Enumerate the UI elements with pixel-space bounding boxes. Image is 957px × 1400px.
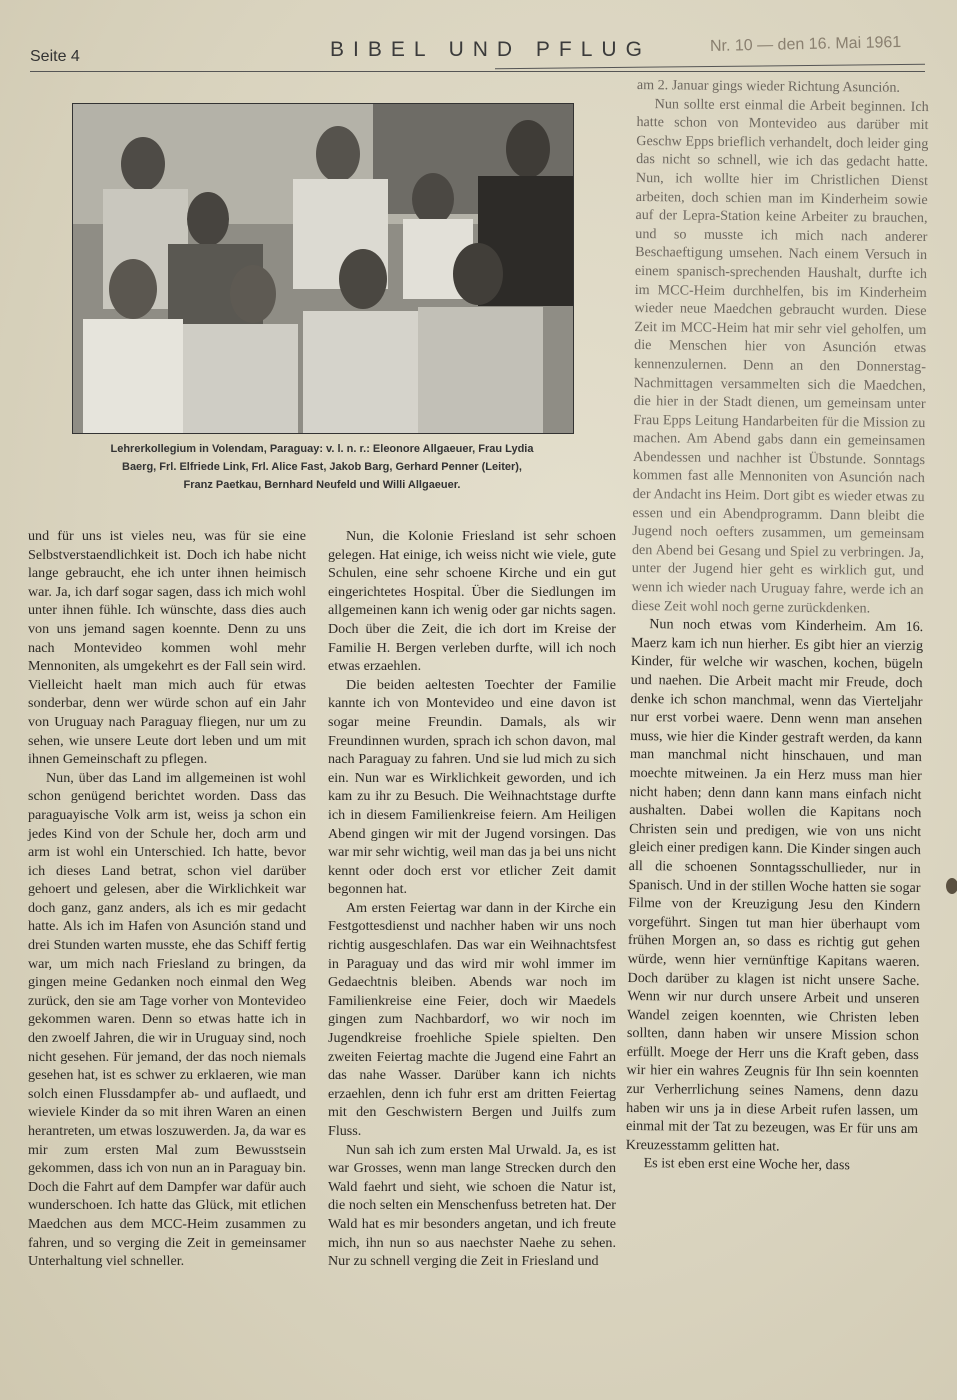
caption-line: Lehrerkollegium in Volendam, Paraguay: v. l. n. r.: Eleonore Allgaeuer, Frau Lydia (110, 443, 534, 455)
caption-line: Franz Paetkau, Bernhard Neufeld und Willi Allgaeuer. (183, 479, 461, 491)
paragraph: Die beiden aeltesten Toechter der Familie kannte ich von Montevideo und eine davon ist sogar meine Freundin. Damals, als wir Freundinnen wurden, sprach ich schon davon, mal nach Paraguay zu fahren. Und sie lud mich zu sich ein. Nun war es Wirklichkeit geworden, und ich kam zu ihr zu Besuch. Die Weihnachtstage durfte ich in diesem Familienkreise feiern. Am Heiligen Abend gingen wir mit der Jugend vorsingen. Das war mir sehr wichtig, weil man das ja bei uns nicht kennt oder doch erst vor etlicher Zeit damit begonnen hat. (328, 676, 616, 898)
article-column-2 (328, 527, 616, 1271)
header-rule-right (495, 64, 925, 70)
paragraph: am 2. Januar gings wieder Richtung Asunción. (636, 76, 901, 96)
binding-hole (946, 878, 957, 894)
paragraph: Nun sollte erst einmal die Arbeit beginnen. Ich hatte schon von Montevideo aus darüber mit Geschw Epps brieflich verhandelt, doch leider ging das nicht so schnell, wie ich das gedacht hatte. Nun, ich wollte hier im Christlichen Dienst arbeiten, doch schien man im Kinderheim sowie auf der Lepra-Station keine Arbeiter zu brauchen, und so musste ich mich nach anderer Beschaeftigung umsehen. Nach einem Versuch in einem spanisch-sprechenden Haushalt, durfte ich im MCC-Heim durchhelfen, bis im Kinderheim wieder neue Maedchen gebraucht wurden. Diese Zeit im MCC-Heim hat mir sehr viel geholfen, um die Menschen hier von Asunción etwas kennenzulernen. Denn an den Donnerstag-Nachmittagen versammelten sich die Maedchen, die hier in der Stadt dienen, um gemeinsam unter Frau Epps Leitung Handarbeiten für die Mission zu machen. Am Abend gabs dann ein gemeinsamen Abendessen und nachher ist Übstunde. Sonntags kommen fast alle Mennoniten von Asunción nach der Andacht ins Heim. Dort gibt es wieder etwas zu essen und ein Abendprogramm. Dann bleibt die Jugend noch oefters zusammen, um gemeinsam den Abend bei Gesang und Spiel zu verbringen. Ja, unter der Jugend hier geht es wirklich gut, und wenn ich wieder nach Uruguay fahre, werde ich an diese Zeit wohl noch gerne zurückdenken. (631, 95, 929, 617)
page-number: Seite 4 (30, 48, 80, 65)
paragraph: Es ist eben erst eine Woche her, dass (643, 1155, 850, 1174)
group-photo (72, 103, 574, 434)
photo-caption (72, 440, 572, 494)
paragraph: Am ersten Feiertag war dann in der Kirche ein Festgottesdienst und nachher haben wir uns noch richtig ausgeschlafen. Das war ein Weihnachtsfest in Paraguay und das wird mir wohl immer im Gedaechtnis bleiben. Abends war noch im Familienkreise eine Feier, doch wir Maedels gingen zum Nachbardorf, wo wir noch im Jugendkreise froehliche Spiele spielten. Den zweiten Feiertag machte die Jugend eine Fahrt an das nahe Wasser. Darüber kann ich nichts erzaehlen, denn ich fuhr erst am dritten Feiertag mit den Geschwistern Bergen und Juilfs zum Fluss. (328, 899, 616, 1139)
paragraph: Nun noch etwas vom Kinderheim. Am 16. Maerz kam ich nun hierher. Es gibt hier an vierzig Kinder, für welche wir waschen, kochen, bügeln und naehen. Die Arbeit macht mir Freude, doch denke ich schon manchmal, wenn das Vierteljahr nur erst vorbei waere. Denn wenn man ansehen muss, wie hier die Kinder gestraft werden, da kann man manchmal nicht hinschauen, und man moechte mitweinen. Ja ein Herz muss man hier nicht haben; denn dann kann mans einfach nicht aushalten. Dabei wollen die Kapitans noch Christen sein und predigen, wie von uns nicht gleich einer predigen kann. Die Kinder singen auch all die schoenen Sonntagsschullieder, nur in Spanisch. Und in der stillen Woche hatten sie sogar Filme von der Kreuzigung Jesu den Kindern vorgeführt. Singen tut man hier überhaupt vom frühen Morgen an, so dass es richtig gut gehen würde, wenn hier vernünftige Kapitans waeren. Doch darüber zu klagen ist nicht unsere Sache. Wenn wir nur durch unsere Arbeit und unseren Wandel zeigen koennten, wie Christen leben sollten, dann haben wir unsere Mission schon erfüllt. Moege der Herr uns die Kraft geben, dass wir hier ein wahres Zeugnis für Ihn sein koennten zur Verherrlichung seines Namens, denn dazu haben wir uns ja in diese Arbeit rufen lassen, um einmal mit der Tat zu bezeugen, was Er für uns am Kreuzesstamm gelitten hat. (625, 616, 924, 1155)
header-rule (30, 71, 925, 72)
article-column-1 (28, 527, 306, 1271)
group-photo-image (73, 104, 573, 433)
paragraph: Nun sah ich zum ersten Mal Urwald. Ja, es ist war Grosses, wenn man lange Strecken durch den Wald faehrt und sieht, wie schoen die Natur ist, die noch selten ein Menschenfuss betreten hat. Der Wald hat es mir besonders angetan, und ich freute mich, ihn nun so aus naechster Naehe zu sehen. Nur zu schnell verging die Zeit in Friesland und (328, 1141, 616, 1270)
article-column-3 (626, 76, 929, 1176)
newspaper-title: BIBEL UND PFLUG (330, 38, 651, 61)
paragraph: und für uns ist vieles neu, was für sie eine Selbstverstaendlichkeit ist. Doch ich habe nicht lange gebraucht, ehe ich unter ihnen heimisch war. Ja, ich darf sogar sagen, dass ich mich wohl unter ihnen fühle. Ich wünschte, dass dies auch von uns jemand sagen koennte. Denn zu uns nach Montevideo kommen wohl mehr Mennoniten, als umgekehrt es der Fall sein wird. Vielleicht haelt man mich auch für etwas sonderbar, denn wer würde schon auf ein Jahr von Uruguay nach Paraguay fliegen, nur um zu sehen, wie unsere Leute dort leben und um mit ihnen Gemeinschaft zu pflegen. (28, 528, 306, 768)
caption-line: Baerg, Frl. Elfriede Link, Frl. Alice Fast, Jakob Barg, Gerhard Penner (Leiter), (122, 461, 522, 473)
paragraph: Nun, über das Land im allgemeinen ist wohl schon genügend berichtet worden. Dass das paraguayische Volk arm ist, weiss ja schon ein jedes Kind von der Schule her, doch arm und arm ist wohl ein Unterschied. Ich hatte, bevor ich dieses Land betrat, schon viel darüber gehoert und gelesen, aber die Wirklichkeit war doch ganz, ganz anders, als ich es mir gedacht hatte. Als ich im Hafen von Asunción stand und drei Stunden warten musste, ehe das Schiff fertig war, um mich nach Friesland zu bringen, da gingen meine Gedanken noch einmal den Weg zurück, den sie am Tage vorher von Montevideo gekommen waren. Denn so etwas hatte ich in den zwoelf Jahren, die wir in Uruguay sind, noch nicht gesehen. Für jemand, der das noch niemals gesehen hat, ist es schwer zu erklaeren, wie man solch einen Flussdampfer ab- und auflaedt, und wieviele Kinder da so mit ihren Waren an einen herantreten, um etwas loszuwerden. Ja, da war es mir zum ersten Mal zum Bewusstsein gekommen, dass ich von nun an in Paraguay bin. Doch die Fahrt auf dem Dampfer war dafür auch wunderschoen. Ich hatte das Glück, mit etlichen Maedchen aus dem MCC-Heim zusammen zu fahren, und so verging die Zeit in gemeinsamer Unterhaltung viel schneller. (28, 769, 306, 1270)
paragraph: Nun, die Kolonie Friesland ist sehr schoen gelegen. Hat einige, ich weiss nicht wie viele, gute Schulen, eine sehr schoene Kirche und ein gut eingerichtetes Hospital. Über die Siedlungen im allgemeinen kann ich wenig oder gar nichts sagen. Doch über die Zeit, die ich dort im Kreise der Familie H. Bergen verleben durfte, will ich noch etwas erzaehlen. (328, 528, 616, 675)
issue-date: Nr. 10 — den 16. Mai 1961 (709, 33, 902, 56)
